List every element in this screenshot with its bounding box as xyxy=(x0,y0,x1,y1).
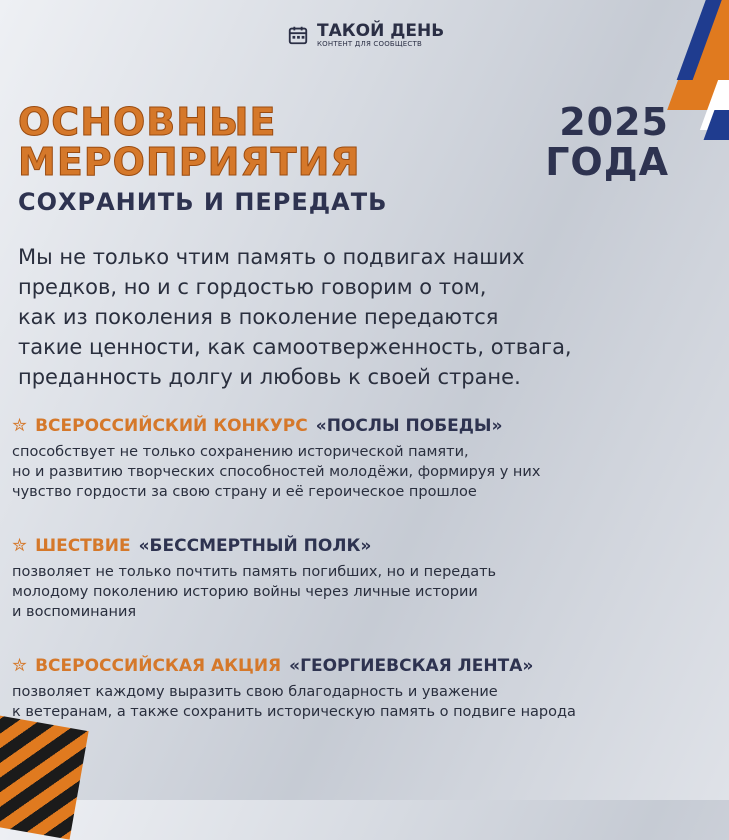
event-name: «БЕССМЕРТНЫЙ ПОЛК» xyxy=(138,535,372,556)
intro-line: такие ценности, как самоотверженность, отвага, xyxy=(18,335,572,359)
event-description xyxy=(12,442,712,502)
title-line-1: ОСНОВНЫЕ xyxy=(18,100,277,144)
event-description-line: молодому поколению историю войны через личные истории xyxy=(12,584,478,600)
event-type: ВСЕРОССИЙСКАЯ АКЦИЯ xyxy=(35,655,282,676)
intro-line: как из поколения в поколение передаются xyxy=(18,305,499,329)
event-description xyxy=(12,682,712,722)
event-item-bessmertny-polk xyxy=(12,535,712,622)
star-icon: ✮ xyxy=(12,655,28,676)
event-description-line: способствует не только сохранению исторической памяти, xyxy=(12,444,469,460)
event-description-line: и воспоминания xyxy=(12,604,137,620)
star-icon: ✮ xyxy=(12,415,28,436)
calendar-icon xyxy=(287,24,309,46)
event-type: ШЕСТВИЕ xyxy=(35,535,131,556)
event-description-line: позволяет каждому выразить свою благодарность и уважение xyxy=(12,684,498,700)
event-type: ВСЕРОССИЙСКИЙ КОНКУРС xyxy=(35,415,308,436)
event-heading xyxy=(12,415,712,436)
event-description xyxy=(12,562,712,622)
year-suffix: ГОДА xyxy=(545,140,669,184)
event-item-georgievskaya-lenta xyxy=(12,655,712,722)
event-item-posly-pobedy xyxy=(12,415,712,502)
title-line-2: МЕРОПРИЯТИЯ xyxy=(18,140,361,184)
event-name: «ПОСЛЫ ПОБЕДЫ» xyxy=(315,415,503,436)
event-heading xyxy=(12,655,712,676)
intro-paragraph xyxy=(18,242,648,392)
intro-line: Мы не только чтим память о подвигах наших xyxy=(18,245,525,269)
year-number: 2025 xyxy=(559,100,669,144)
brand-subtitle: КОНТЕНТ ДЛЯ СООБЩЕСТВ xyxy=(317,40,422,48)
page-subtitle: СОХРАНИТЬ И ПЕРЕДАТЬ xyxy=(18,188,388,216)
event-description-line: чувство гордости за свою страну и её героическое прошлое xyxy=(12,484,477,500)
page-title xyxy=(18,102,361,182)
brand-logo xyxy=(287,22,444,48)
intro-line: преданность долгу и любовь к своей стране. xyxy=(18,365,521,389)
event-description-line: к ветеранам, а также сохранить историческую память о подвиге народа xyxy=(12,704,576,720)
event-description-line: но и развитию творческих способностей молодёжи, формируя у них xyxy=(12,464,541,480)
brand-title: ТАКОЙ ДЕНЬ xyxy=(317,21,445,41)
event-description-line: позволяет не только почтить память погибших, но и передать xyxy=(12,564,497,580)
year-block xyxy=(545,102,669,182)
st-george-ribbon xyxy=(0,710,89,839)
event-name: «ГЕОРГИЕВСКАЯ ЛЕНТА» xyxy=(289,655,534,676)
intro-line: предков, но и с гордостью говорим о том, xyxy=(18,275,487,299)
event-heading xyxy=(12,535,712,556)
star-icon: ✮ xyxy=(12,535,28,556)
